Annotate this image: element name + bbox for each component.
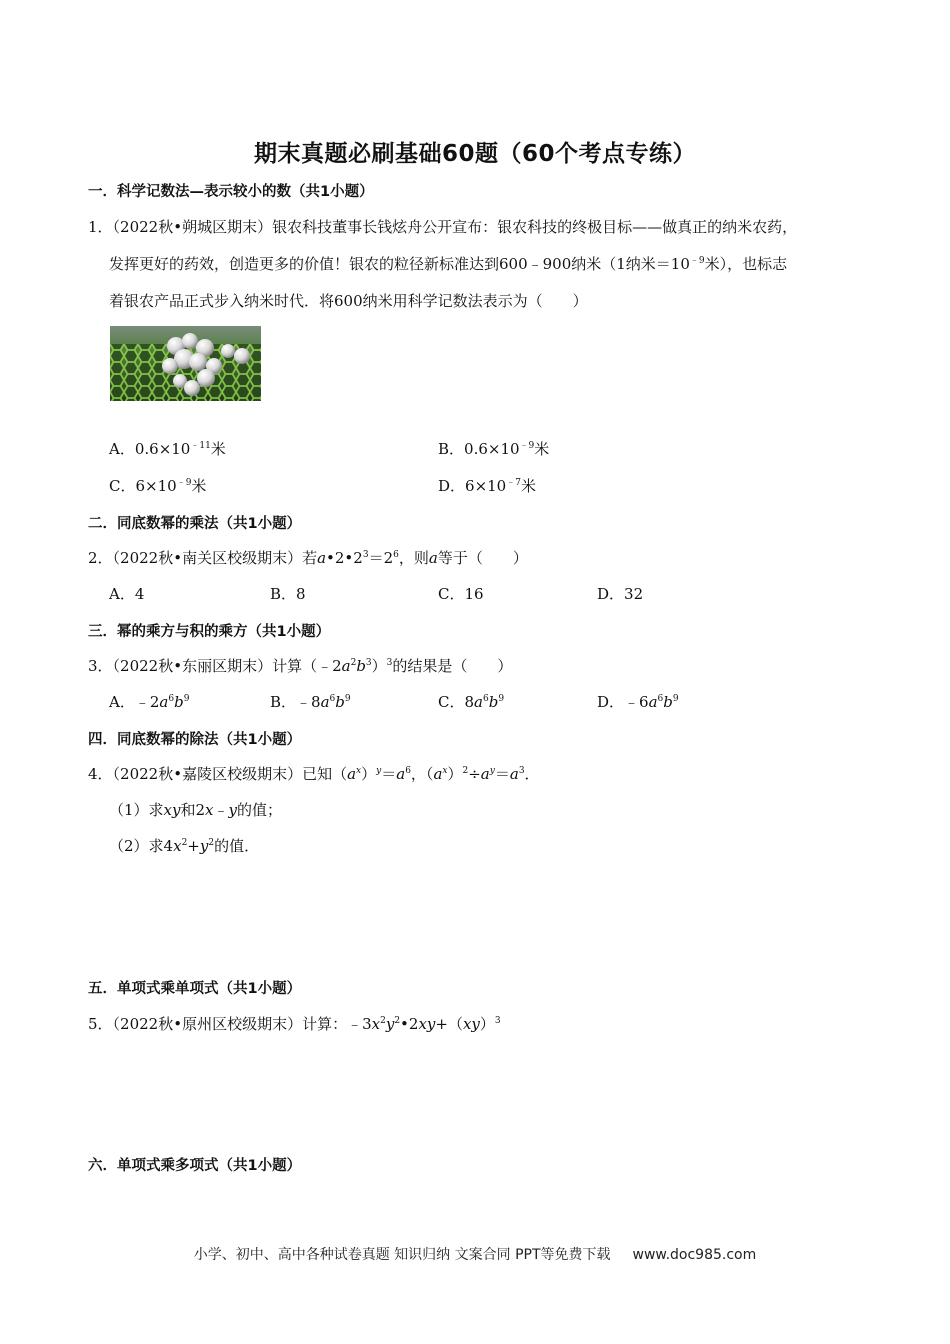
option-a: A．4 bbox=[109, 585, 145, 603]
question-4-stem: 4．（2022秋•嘉陵区校级期末）已知$(a^x)^y=a^6$，$(a^x)^2\div a^y=a^3$． bbox=[88, 765, 540, 783]
option-c: C．$8a^6b^9$ bbox=[438, 693, 505, 711]
option-b: B．$0.6\times 10^{﹣9}$米 bbox=[438, 440, 550, 458]
option-b: B．$﹣8a^6b^9$ bbox=[270, 693, 351, 711]
question-3-stem: 3．（2022秋•东丽区期末）计算$(﹣2a^2b^3)^3$的结果是（ ） bbox=[88, 657, 513, 675]
option-b: B．8 bbox=[270, 585, 306, 603]
footer bbox=[0, 1244, 950, 1264]
section-heading: 一．科学记数法—表示较小的数（共1小题） bbox=[88, 184, 374, 200]
option-c: C．$6\times 10^{﹣9}$米 bbox=[109, 477, 207, 495]
question-4-sub-2: （2）求$4x^2+y^2$的值． bbox=[109, 837, 260, 855]
nano-pesticide-image bbox=[110, 326, 261, 401]
option-a: A．$0.6\times 10^{﹣11}$米 bbox=[109, 440, 226, 458]
question-4-sub-1: （1）求xy和2x﹣y的值； bbox=[109, 801, 283, 819]
option-c: C．16 bbox=[438, 585, 484, 603]
footer-text: 小学、初中、高中各种试卷真题 知识归纳 文案合同 PPT等免费下载 bbox=[193, 1247, 611, 1263]
option-d: D．$6\times 10^{﹣7}$米 bbox=[438, 477, 536, 495]
section-heading: 五．单项式乘单项式（共1小题） bbox=[88, 981, 302, 997]
section-heading: 四．同底数幂的除法（共1小题） bbox=[88, 732, 302, 748]
option-d: D．$﹣6a^6b^9$ bbox=[597, 693, 679, 711]
page-title: 期末真题必刷基础60题（60个考点专练） bbox=[253, 141, 696, 167]
footer-url[interactable]: www.doc985.com bbox=[632, 1247, 757, 1263]
question-5-stem: 5．（2022秋•原州区校级期末）计算：$﹣3x^2y^2•2xy+(xy)^3$ bbox=[88, 1015, 501, 1033]
option-a: A．$﹣2a^6b^9$ bbox=[109, 693, 190, 711]
option-d: D．32 bbox=[597, 585, 644, 603]
section-heading: 六．单项式乘多项式（共1小题） bbox=[88, 1158, 302, 1174]
section-heading: 二．同底数幂的乘法（共1小题） bbox=[88, 516, 302, 532]
question-1-line-2: 发挥更好的药效，创造更多的价值！银农的粒径新标准达到600﹣900纳米（1纳米$=10^{﹣9}$米），也标志 bbox=[109, 255, 788, 273]
question-1-line-1: 1．（2022秋•朔城区期末）银农科技董事长钱炫舟公开宣布：银农科技的终极目标——做真正的纳米农药， bbox=[88, 218, 798, 236]
question-2-stem: 2．（2022秋•南关区校级期末）若$a•2•2^3=2^6$，则a等于（ ） bbox=[88, 549, 528, 567]
section-heading: 三．幂的乘方与积的乘方（共1小题） bbox=[88, 624, 331, 640]
question-1-line-3: 着银农产品正式步入纳米时代．将600纳米用科学记数法表示为（ ） bbox=[109, 292, 588, 310]
